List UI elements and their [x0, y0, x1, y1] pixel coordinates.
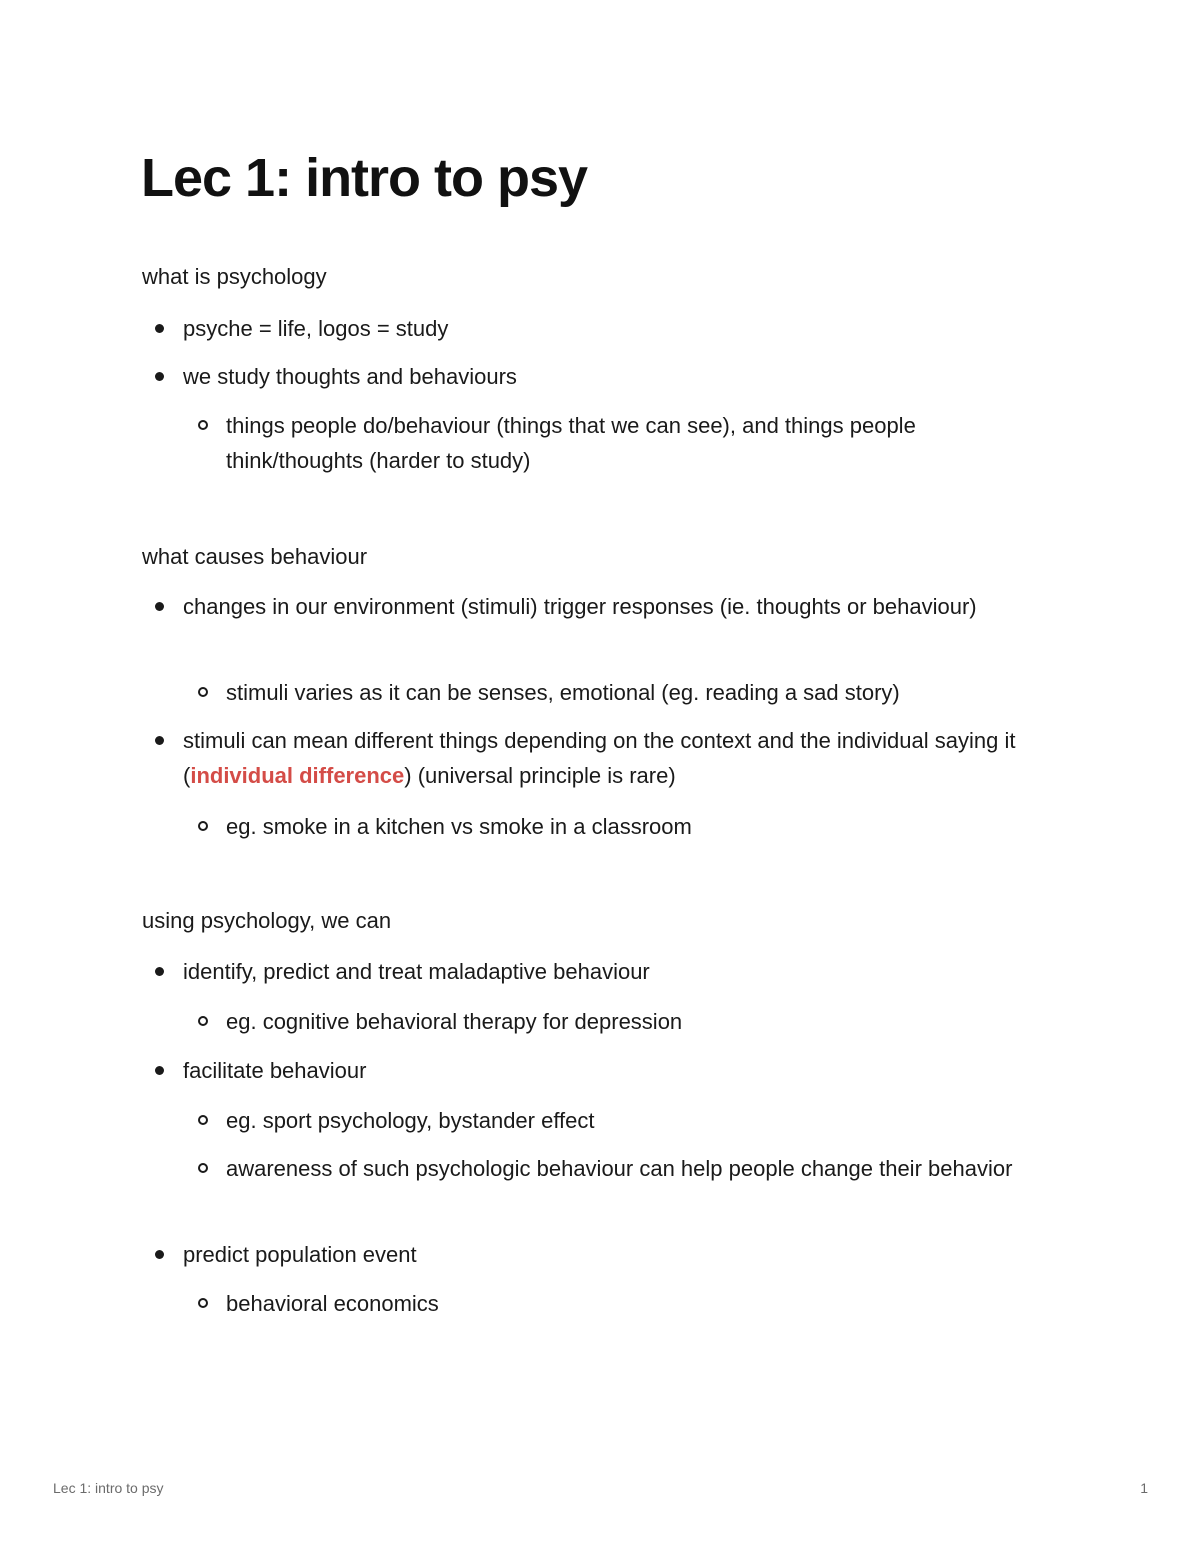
- list-item-text-before: stimuli can mean different things depending on the context and the individual saying it (: [183, 728, 1016, 788]
- list-item-text: behavioral economics: [226, 1291, 439, 1316]
- highlight-term: individual difference: [190, 763, 405, 788]
- sub-list-item: [226, 1103, 1056, 1138]
- list-item-text: facilitate behaviour: [183, 1058, 367, 1083]
- page-number: 1: [1140, 1480, 1148, 1496]
- sub-list-item: [226, 809, 1056, 844]
- section-heading: using psychology, we can: [142, 908, 392, 933]
- section-heading: what is psychology: [142, 264, 327, 289]
- section-heading: what causes behaviour: [142, 544, 368, 569]
- list-item-text: eg. sport psychology, bystander effect: [226, 1108, 595, 1133]
- list-item-text-after: ) (universal principle is rare): [404, 763, 676, 788]
- list-item-text: identify, predict and treat maladaptive behaviour: [183, 959, 650, 984]
- hollow-bullet-icon: [198, 420, 208, 430]
- list-item: [183, 723, 1083, 793]
- list-item-text: stimuli varies as it can be senses, emotional (eg. reading a sad story): [226, 680, 900, 705]
- hollow-bullet-icon: [198, 687, 208, 697]
- list-item-text: predict population event: [183, 1242, 417, 1267]
- bullet-icon: [155, 967, 164, 976]
- sub-list-item: [226, 1286, 1056, 1321]
- sub-list-item: [226, 675, 1056, 710]
- bullet-icon: [155, 1066, 164, 1075]
- bullet-icon: [155, 372, 164, 381]
- sub-list-item: [226, 1151, 1056, 1186]
- sub-list-item: [226, 1004, 1056, 1039]
- bullet-icon: [155, 1250, 164, 1259]
- sub-list-item: [226, 408, 1056, 478]
- list-item-text: awareness of such psychologic behaviour can help people change their behavior: [226, 1156, 1013, 1181]
- list-item: [183, 1237, 1083, 1272]
- list-item: [183, 954, 1083, 989]
- hollow-bullet-icon: [198, 1298, 208, 1308]
- list-item-text: psyche = life, logos = study: [183, 316, 449, 341]
- hollow-bullet-icon: [198, 1016, 208, 1026]
- list-item-text: things people do/behaviour (things that we can see), and things people think/thoughts (harder to study): [226, 413, 916, 473]
- footer-title: Lec 1: intro to psy: [53, 1480, 164, 1496]
- bullet-icon: [155, 602, 164, 611]
- list-item: [183, 1053, 1083, 1088]
- list-item-text: changes in our environment (stimuli) trigger responses (ie. thoughts or behaviour): [183, 594, 977, 619]
- hollow-bullet-icon: [198, 1115, 208, 1125]
- hollow-bullet-icon: [198, 1163, 208, 1173]
- list-item: [183, 359, 1083, 394]
- list-item-text: we study thoughts and behaviours: [183, 364, 517, 389]
- bullet-icon: [155, 324, 164, 333]
- page-title: Lec 1: intro to psy: [141, 148, 588, 208]
- list-item-text: eg. smoke in a kitchen vs smoke in a classroom: [226, 814, 692, 839]
- hollow-bullet-icon: [198, 821, 208, 831]
- list-item: [183, 311, 1083, 346]
- list-item: [183, 589, 1083, 624]
- bullet-icon: [155, 736, 164, 745]
- list-item-text: eg. cognitive behavioral therapy for depression: [226, 1009, 683, 1034]
